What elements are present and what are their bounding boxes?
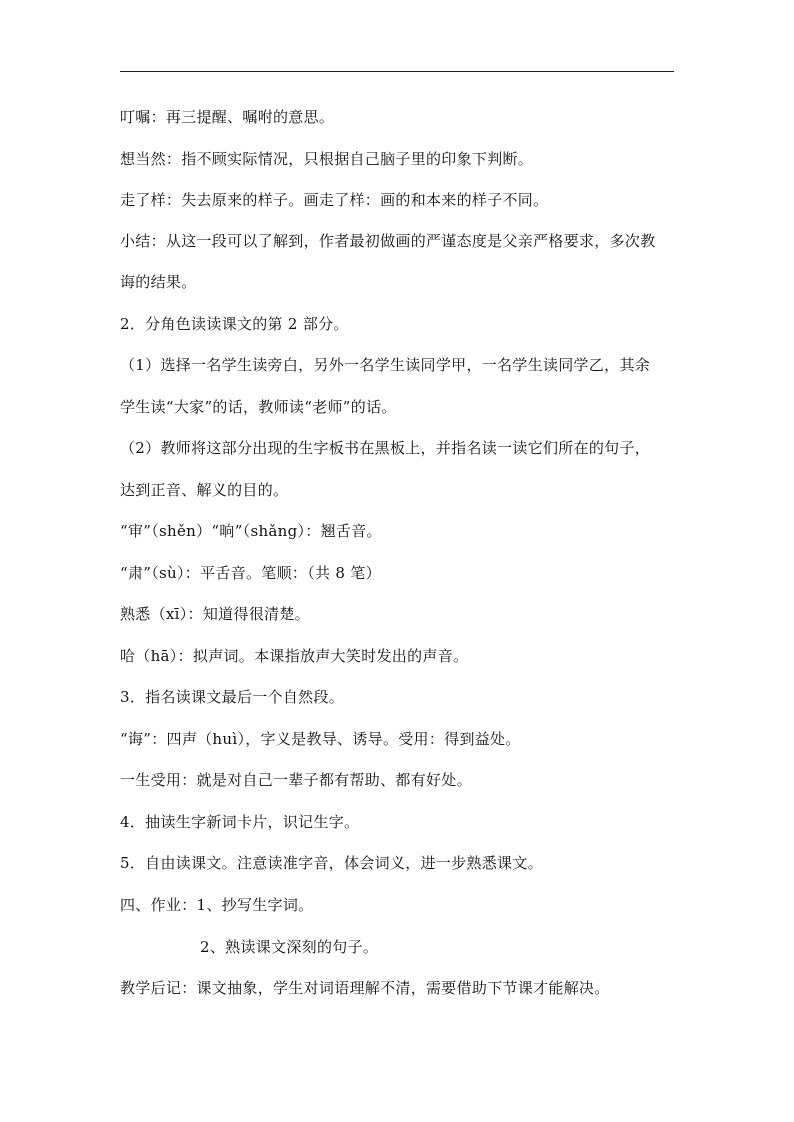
text-line: 2、熟读课文深刻的句子。 xyxy=(200,938,379,956)
text-line: 2．分角色读读课文的第 2 部分。 xyxy=(120,315,349,333)
text-line: 想当然：指不顾实际情况，只根据自己脑子里的印象下判断。 xyxy=(120,150,534,168)
text-line: “肃”（sù）：平舌音。笔顺：（共 8 笔） xyxy=(120,564,381,582)
text-line: 学生读“大家”的话，教师读“老师”的话。 xyxy=(120,398,397,416)
text-line: 熟悉（xī）：知道得很清楚。 xyxy=(120,605,310,623)
text-line: 4．抽读生字新词卡片，识记生字。 xyxy=(120,813,360,831)
text-line: 教学后记：课文抽象，学生对词语理解不清，需要借助下节课才能解决。 xyxy=(120,979,610,997)
text-line: 四、作业：1、抄写生字词。 xyxy=(120,896,314,914)
text-line: 哈（hā）：拟声词。本课指放声大笑时发出的声音。 xyxy=(120,647,469,665)
text-line: “诲”：四声（huì），字义是教导、诱导。受用：得到益处。 xyxy=(120,730,521,748)
text-line: 诲的结果。 xyxy=(120,273,197,291)
text-line: （2）教师将这部分出现的生字板书在黑板上，并指名读一读它们所在的句子， xyxy=(120,439,651,457)
text-line: 达到正音、解义的目的。 xyxy=(120,481,289,499)
text-line: 走了样：失去原来的样子。画走了样：画的和本来的样子不同。 xyxy=(120,191,549,209)
text-line: 叮嘱：再三提醒、嘱咐的意思。 xyxy=(120,108,335,126)
text-line: 小结：从这一段可以了解到，作者最初做画的严谨态度是父亲严格要求，多次教 xyxy=(120,232,656,250)
header-rule xyxy=(120,71,674,72)
text-line: 3．指名读课文最后一个自然段。 xyxy=(120,688,345,706)
text-line: （1）选择一名学生读旁白，另外一名学生读同学甲，一名学生读同学乙，其余 xyxy=(120,356,651,374)
text-line: 5．自由读课文。注意读准字音，体会词义，进一步熟悉课文。 xyxy=(120,854,543,872)
text-line: 一生受用：就是对自己一辈子都有帮助、都有好处。 xyxy=(120,771,472,789)
text-line: “审”（shěn）“晌”（shǎng）：翘舌音。 xyxy=(120,522,382,540)
